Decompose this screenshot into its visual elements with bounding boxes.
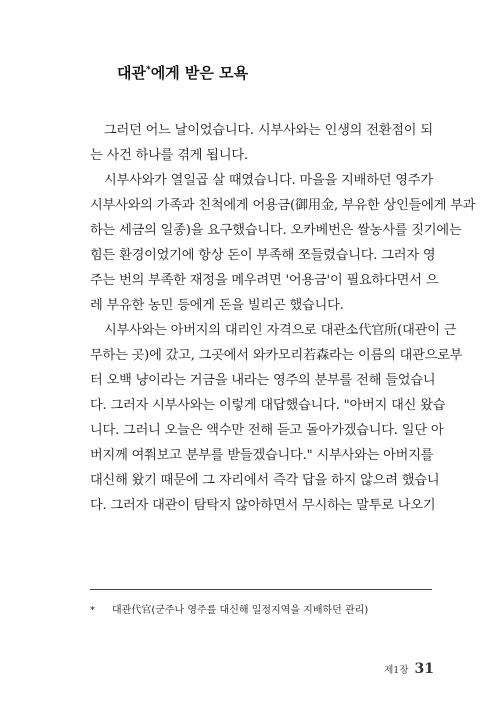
text-line: 는 사건 하나를 겪게 됩니다.	[90, 148, 248, 163]
page-number: 31	[414, 661, 434, 677]
text-line: 시부사와는 아버지의 대리인 자격으로 대관소代官所(대관이 근	[104, 323, 457, 338]
text-line: 레 부유한 농민 등에게 돈을 빌리곤 했습니다.	[90, 298, 344, 313]
footnote-mark: *	[90, 605, 95, 616]
text-line: 주는 번의 부족한 재정을 메우려면 '어용금'이 필요하다면서 으	[90, 273, 439, 288]
text-line: 다. 그러자 시부사와는 이렇게 대답했습니다. "아버지 대신 왔습	[90, 398, 446, 413]
text-line: 시부사와가 열일곱 살 때였습니다. 마을을 지배하던 영주가	[104, 173, 433, 188]
footnote-text: 대관代官(군주나 영주를 대신해 일정지역을 지배하던 관리)	[112, 605, 369, 616]
heading-text-rest: 에게 받은 모욕	[150, 64, 249, 82]
text-line: 다. 그러자 대관이 탐탁지 않아하면서 무시하는 말투로 나오기	[90, 498, 436, 513]
text-line: 대신해 왔기 때문에 그 자리에서 즉각 답을 하지 않으려 했습니	[90, 473, 440, 488]
text-line: 하는 세금의 일종)을 요구했습니다. 오카베번은 쌀농사를 짓기에는	[90, 223, 462, 238]
text-line: 그러던 어느 날이었습니다. 시부사와는 인생의 전환점이 되	[104, 123, 433, 138]
footnote-marker: *	[145, 65, 151, 75]
heading-text: 대관	[117, 64, 146, 82]
footnote	[90, 601, 368, 616]
text-line: 니다. 그러니 오늘은 액수만 전해 듣고 돌아가겠습니다. 일단 아	[90, 423, 444, 438]
text-line: 힘든 환경이었기에 항상 돈이 부족해 쪼들렸습니다. 그러자 영	[90, 248, 436, 263]
section-heading	[117, 62, 248, 83]
text-line: 무하는 곳)에 갔고, 그곳에서 와카모리若森라는 이름의 대관으로부	[90, 348, 463, 363]
page-footer	[384, 661, 434, 677]
text-line: 터 오백 냥이라는 거금을 내라는 영주의 분부를 전해 들었습니	[90, 373, 436, 388]
text-line: 버지께 여쭤보고 분부를 받들겠습니다." 시부사와는 아버지를	[90, 448, 434, 463]
chapter-label: 제1장	[384, 665, 409, 676]
text-line: 시부사와의 가족과 친척에게 어용금(御用金, 부유한 상인들에게 부과	[90, 198, 476, 213]
footnote-divider	[90, 589, 432, 590]
body-text	[90, 118, 476, 518]
